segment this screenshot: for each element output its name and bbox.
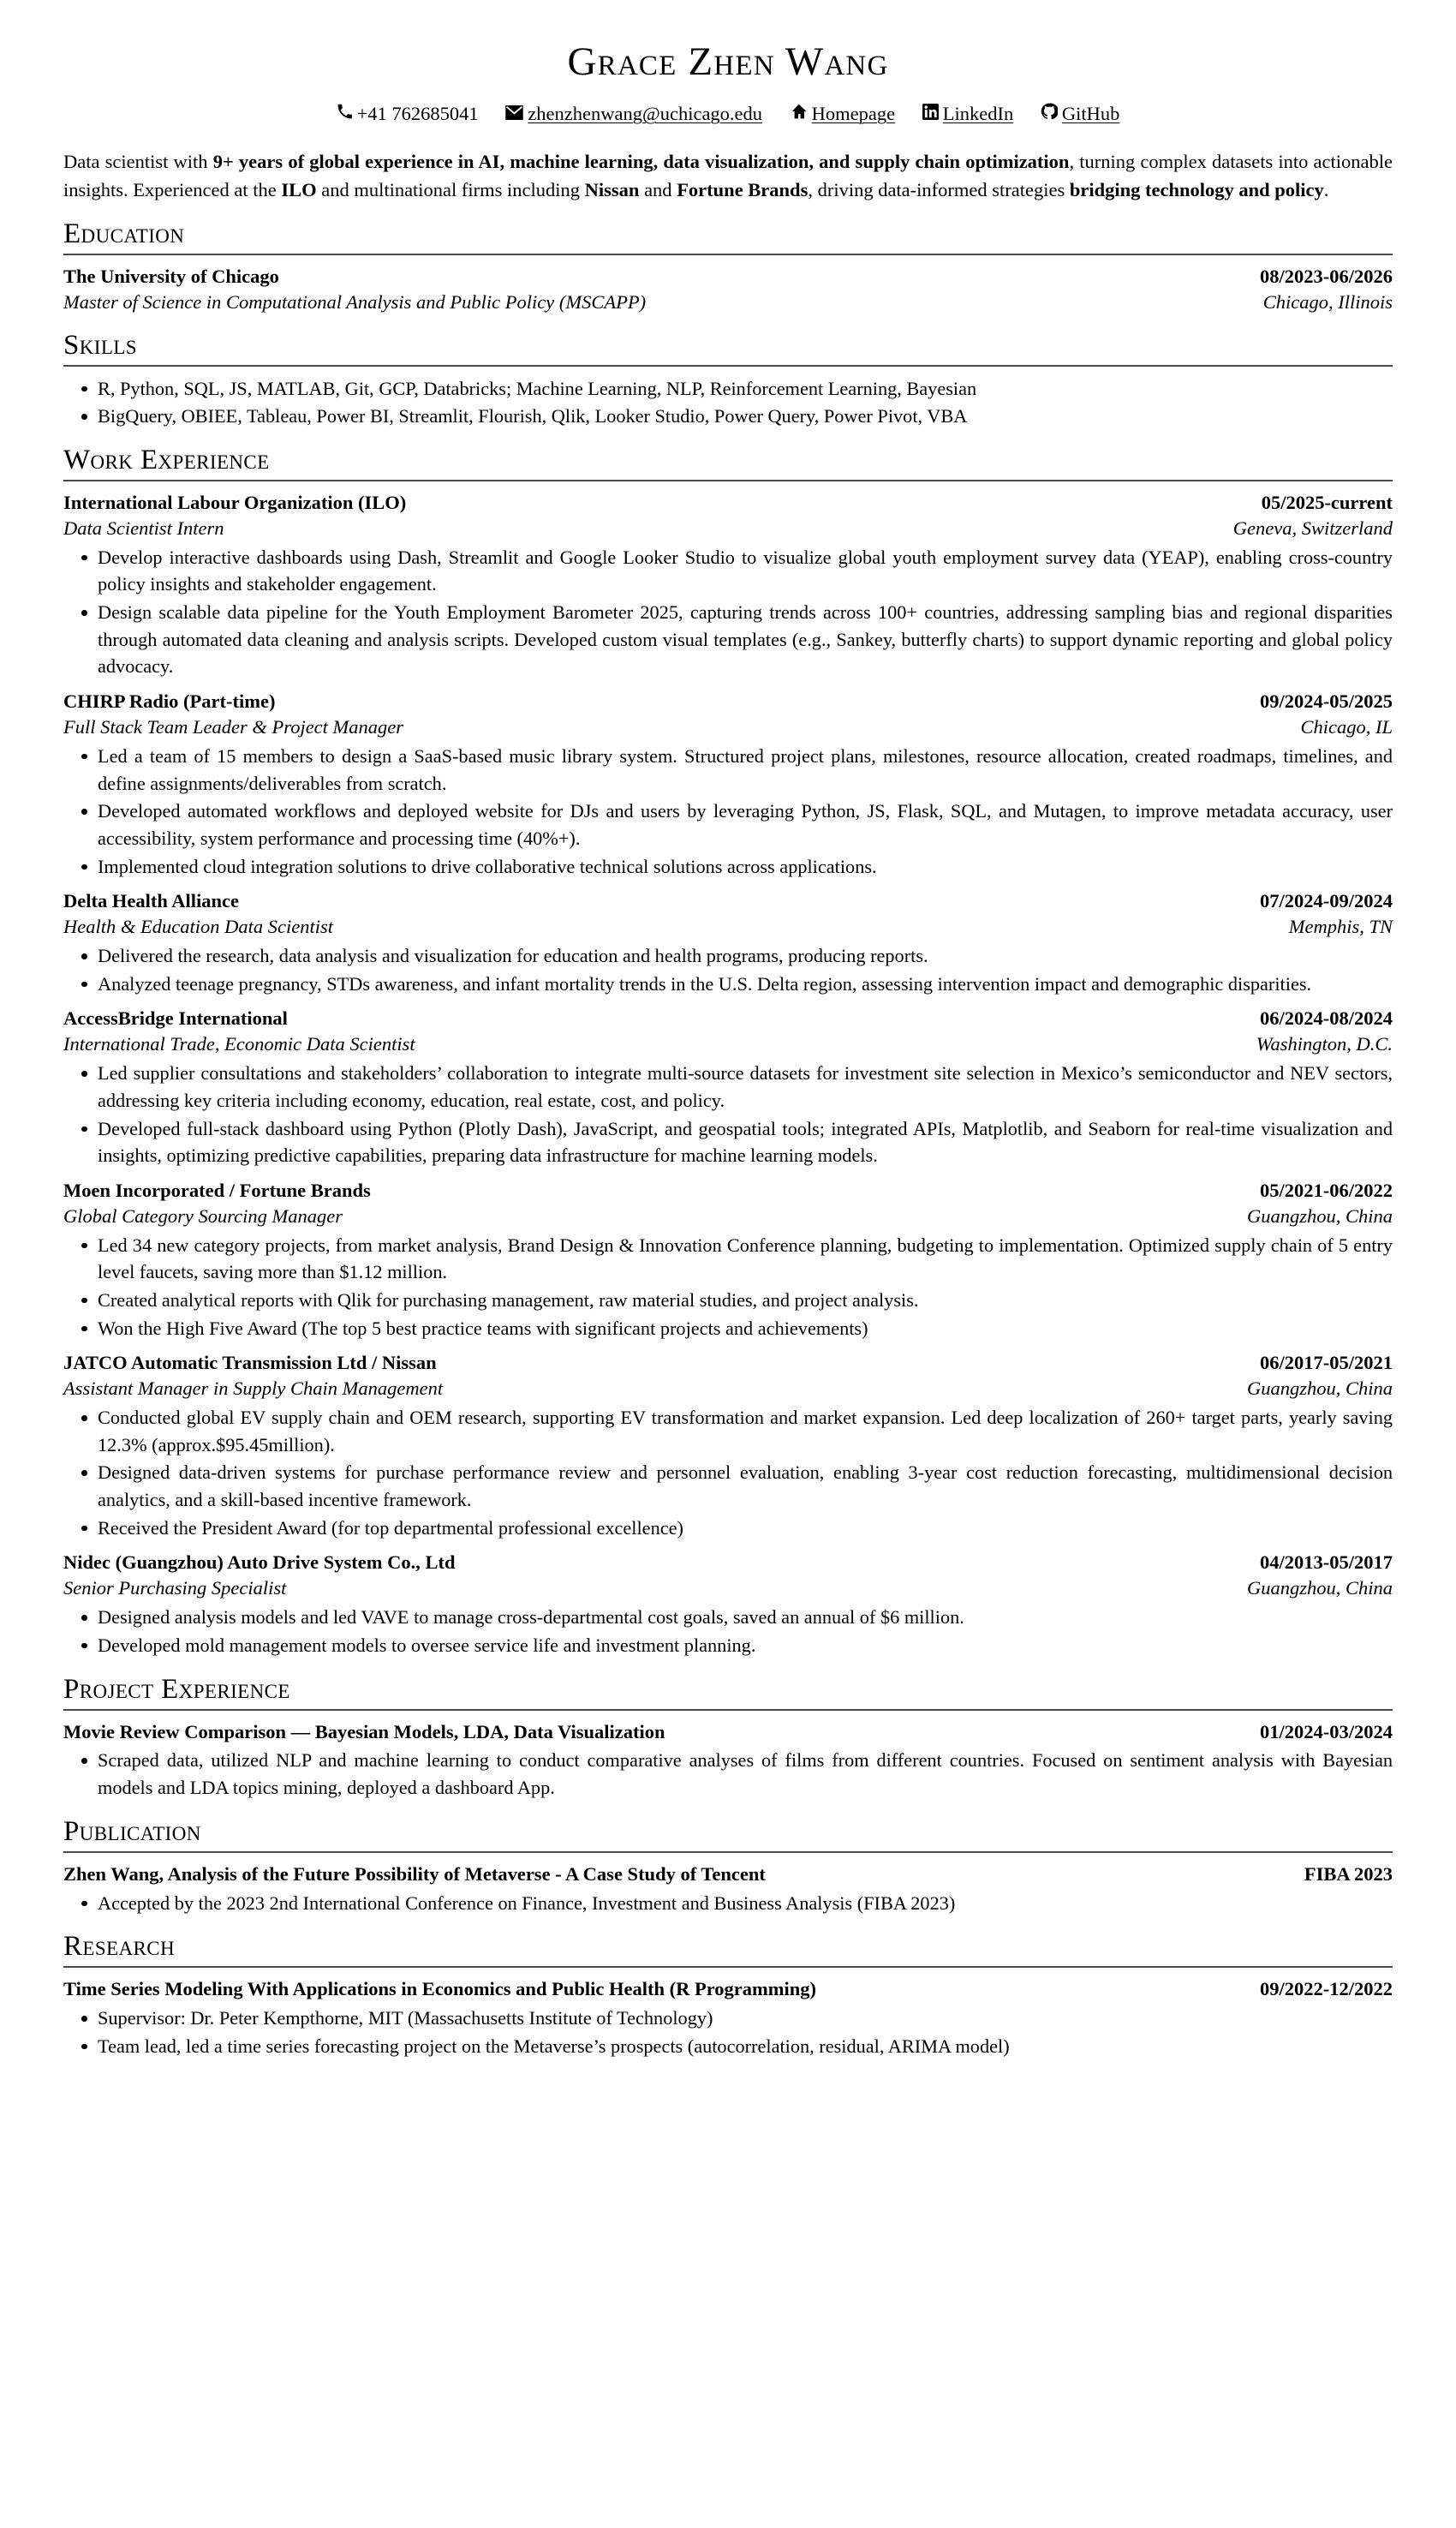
publication-title: Zhen Wang, Analysis of the Future Possibility of Metaverse - A Case Study of Tencent (63, 1862, 766, 1885)
project-title: Movie Review Comparison — Bayesian Models, LDA, Data Visualization (63, 1720, 665, 1742)
work-entry-subheader (63, 1575, 1393, 1601)
list-item: Developed automated workflows and deployed website for DJs and users by leveraging Python, JS, Flask, SQL, and Mutagen, to improve metadata accuracy, user accessibility, system performance and processing time (40%+). (63, 798, 1393, 852)
contact-line (63, 99, 1393, 127)
work-entry-header (63, 689, 1393, 714)
work-entry (63, 1550, 1393, 1658)
list-item: Scraped data, utilized NLP and machine learning to conduct comparative analyses of films from different countries. Focused on sentiment analysis with Bayesian models and LDA topics mining, deployed a dashboard App. (63, 1747, 1393, 1801)
work-bullets (63, 1604, 1393, 1658)
list-item: Developed mold management models to oversee service life and investment planning. (63, 1632, 1393, 1659)
list-item: Developed full-stack dashboard using Python (Plotly Dash), JavaScript, and geospatial tools; integrated APIs, Matplotlib, and Seaborn for real-time visualization and insights, optimizing predictive capabilities, preparing data infrastructure for machine learning models. (63, 1115, 1393, 1169)
list-item: Designed analysis models and led VAVE to manage cross-departmental cost goals, saved an annual of $6 million. (63, 1604, 1393, 1631)
work-location: Guangzhou, China (1246, 1378, 1393, 1400)
work-location: Guangzhou, China (1246, 1204, 1393, 1227)
work-bullets (63, 544, 1393, 680)
summary-paragraph (63, 148, 1393, 204)
section-rule-research (63, 1966, 1393, 1968)
work-entry-header (63, 1550, 1393, 1575)
section-rule-skills (63, 365, 1393, 367)
work-entry (63, 1006, 1393, 1168)
project-dates: 01/2024-03/2024 (1260, 1720, 1393, 1742)
work-entry-subheader (63, 1204, 1393, 1229)
summary-text-2: , turning complex datasets into actionable insights. Experienced at the (63, 151, 1393, 200)
education-degree: Master of Science in Computational Analysis and Public Policy (MSCAPP) (63, 290, 647, 313)
list-item: Team lead, led a time series forecasting project on the Metaverse’s prospects (autocorrelation, residual, ARIMA model) (63, 2033, 1393, 2060)
contact-phone-text: +41 762685041 (356, 102, 479, 124)
work-dates: 06/2017-05/2021 (1260, 1352, 1393, 1374)
work-dates: 09/2024-05/2025 (1260, 690, 1393, 713)
list-item: Design scalable data pipeline for the Youth Employment Barometer 2025, capturing trends across 100+ countries, addressing sampling bias and regional disparities through automated data cleaning and analysis scripts. Developed custom visual templates (e.g., Sankey, butterfly charts) to support dynamic reporting and global policy advocacy. (63, 599, 1393, 680)
summary-bold-3: Nissan (584, 178, 640, 200)
linkedin-icon (922, 104, 939, 120)
contact-linkedin[interactable] (922, 99, 1013, 126)
work-entry-header (63, 1178, 1393, 1204)
contact-linkedin-text[interactable]: LinkedIn (942, 102, 1014, 124)
work-organization: International Labour Organization (ILO) (63, 491, 407, 513)
work-bullets (63, 1232, 1393, 1342)
summary-text-4: and (639, 178, 677, 200)
contact-email[interactable] (505, 99, 762, 126)
section-heading-education: Education (63, 218, 185, 249)
work-bullets (63, 942, 1393, 997)
work-entry-header (63, 1006, 1393, 1031)
education-institution: The University of Chicago (63, 265, 279, 287)
summary-text-1: Data scientist with (63, 151, 213, 173)
summary-bold-1: 9+ years of global experience in AI, machine learning, data visualization, and supply chain optimization (212, 151, 1070, 173)
work-entry (63, 1178, 1393, 1342)
publication-entry-header (63, 1862, 1393, 1887)
research-bullets (63, 2005, 1393, 2059)
work-title: Data Scientist Intern (63, 517, 224, 539)
envelope-icon (505, 105, 523, 120)
list-item: Supervisor: Dr. Peter Kempthorne, MIT (Massachusetts Institute of Technology) (63, 2005, 1393, 2032)
list-item: Led 34 new category projects, from market analysis, Brand Design & Innovation Conference planning, budgeting to implementation. Optimized supply chain of 5 entry level faucets, saving more than $1.12 million. (63, 1232, 1393, 1286)
summary-bold-2: ILO (281, 178, 317, 200)
work-dates: 04/2013-05/2017 (1260, 1551, 1393, 1574)
work-organization: Delta Health Alliance (63, 890, 239, 912)
publication-bullets (63, 1890, 1393, 1917)
education-entry (63, 264, 1393, 315)
work-dates: 07/2024-09/2024 (1260, 890, 1393, 912)
work-organization: Nidec (Guangzhou) Auto Drive System Co., Ltd (63, 1551, 456, 1574)
work-dates: 05/2021-06/2022 (1260, 1179, 1393, 1201)
home-icon (790, 103, 808, 120)
list-item: Received the President Award (for top departmental professional excellence) (63, 1515, 1393, 1542)
work-bullets (63, 743, 1393, 880)
skills-list (63, 375, 1393, 430)
work-organization: AccessBridge International (63, 1007, 288, 1030)
work-organization: JATCO Automatic Transmission Ltd / Nissan (63, 1352, 437, 1374)
contact-github[interactable] (1041, 99, 1120, 126)
work-organization: Moen Incorporated / Fortune Brands (63, 1179, 371, 1201)
education-entry-header (63, 264, 1393, 290)
work-entry-header (63, 888, 1393, 914)
project-bullets (63, 1747, 1393, 1801)
work-entry (63, 689, 1393, 880)
work-location: Geneva, Switzerland (1232, 517, 1393, 539)
research-dates: 09/2022-12/2022 (1260, 1978, 1393, 2000)
work-entry (63, 1350, 1393, 1541)
publication-venue: FIBA 2023 (1304, 1862, 1393, 1885)
contact-github-text[interactable]: GitHub (1061, 102, 1120, 124)
section-rule-publication (63, 1851, 1393, 1853)
work-entry-subheader (63, 516, 1393, 541)
education-dates: 08/2023-06/2026 (1260, 265, 1393, 287)
summary-bold-5: bridging technology and policy (1069, 178, 1324, 200)
work-title: International Trade, Economic Data Scientist (63, 1033, 415, 1055)
list-item: Delivered the research, data analysis and visualization for education and health programs, producing reports. (63, 942, 1393, 970)
section-rule-project (63, 1709, 1393, 1711)
project-entry (63, 1719, 1393, 1802)
work-title: Global Category Sourcing Manager (63, 1204, 343, 1227)
education-entry-subheader (63, 290, 1393, 315)
list-item: R, Python, SQL, JS, MATLAB, Git, GCP, Databricks; Machine Learning, NLP, Reinforcement Learning, Bayesian (63, 375, 1393, 403)
contact-homepage[interactable] (790, 99, 895, 126)
section-heading-research: Research (63, 1931, 176, 1963)
project-entry-header (63, 1719, 1393, 1745)
work-bullets (63, 1404, 1393, 1541)
list-item: Led a team of 15 members to design a SaaS-based music library system. Structured project plans, milestones, resource allocation, created roadmaps, timelines, and define assignments/deliverables from scratch. (63, 743, 1393, 797)
work-title: Senior Purchasing Specialist (63, 1577, 287, 1599)
list-item: Accepted by the 2023 2nd International Conference on Finance, Investment and Business Analysis (FIBA 2023) (63, 1890, 1393, 1917)
work-entry (63, 888, 1393, 997)
work-bullets (63, 1060, 1393, 1169)
work-title: Health & Education Data Scientist (63, 916, 333, 938)
list-item: Designed data-driven systems for purchase performance review and personnel evaluation, enabling 3-year cost reduction forecasting, multidimensional decision analytics, and a skill-based incentive framework. (63, 1459, 1393, 1513)
work-title: Assistant Manager in Supply Chain Management (63, 1378, 444, 1400)
work-entry (63, 490, 1393, 680)
section-heading-publication: Publication (63, 1815, 201, 1847)
work-entry-subheader (63, 1376, 1393, 1401)
work-title: Full Stack Team Leader & Project Manager (63, 716, 404, 738)
work-entry-subheader (63, 714, 1393, 740)
work-entry-header (63, 490, 1393, 516)
contact-email-text[interactable]: zhenzhenwang@uchicago.edu (528, 102, 763, 124)
work-entry-subheader (63, 914, 1393, 940)
summary-text-3: and multinational firms including (316, 178, 585, 200)
list-item: BigQuery, OBIEE, Tableau, Power BI, Streamlit, Flourish, Qlik, Looker Studio, Power Query, Power Pivot, VBA (63, 403, 1393, 430)
list-item: Analyzed teenage pregnancy, STDs awareness, and infant mortality trends in the U.S. Delta region, assessing intervention impact and demographic disparities. (63, 971, 1393, 998)
work-location: Washington, D.C. (1256, 1033, 1393, 1055)
research-title: Time Series Modeling With Applications in Economics and Public Health (R Programming) (63, 1978, 817, 2000)
work-organization: CHIRP Radio (Part-time) (63, 690, 276, 713)
education-location: Chicago, Illinois (1262, 290, 1393, 313)
list-item: Conducted global EV supply chain and OEM research, supporting EV transformation and market expansion. Led deep localization of 260+ target parts, yearly saving 12.3% (approx.$95.45million). (63, 1404, 1393, 1458)
list-item: Won the High Five Award (The top 5 best practice teams with significant projects and achievements) (63, 1315, 1393, 1342)
section-heading-project: Project Experience (63, 1673, 290, 1705)
work-dates: 05/2025-current (1261, 491, 1393, 513)
section-rule-education (63, 254, 1393, 255)
summary-bold-4: Fortune Brands (677, 178, 809, 200)
publication-entry (63, 1862, 1393, 1917)
work-location: Guangzhou, China (1246, 1577, 1393, 1599)
list-item: Implemented cloud integration solutions to drive collaborative technical solutions across applications. (63, 853, 1393, 881)
section-rule-work (63, 480, 1393, 481)
section-heading-skills: Skills (63, 329, 137, 361)
list-item: Develop interactive dashboards using Dash, Streamlit and Google Looker Studio to visualize global youth employment survey data (YEAP), enabling cross-country policy insights and stakeholder engagement. (63, 544, 1393, 598)
list-item: Led supplier consultations and stakeholders’ collaboration to integrate multi-source datasets for investment site selection in Mexico’s semiconductor and NEV sectors, addressing key criteria including economy, education, real estate, cost, and policy. (63, 1060, 1393, 1114)
phone-icon (337, 104, 353, 120)
work-entry-header (63, 1350, 1393, 1376)
summary-text-5: , driving data-informed strategies (808, 178, 1070, 200)
contact-phone (337, 99, 479, 126)
summary-text-6: . (1323, 178, 1329, 200)
research-entry-header (63, 1976, 1393, 2002)
work-location: Chicago, IL (1300, 716, 1393, 738)
research-entry (63, 1976, 1393, 2059)
work-location: Memphis, TN (1288, 916, 1393, 938)
section-heading-work: Work Experience (63, 445, 270, 476)
work-dates: 06/2024-08/2024 (1260, 1007, 1393, 1030)
contact-homepage-text[interactable]: Homepage (811, 102, 896, 124)
work-entry-subheader (63, 1031, 1393, 1057)
github-icon (1041, 103, 1058, 120)
page-title: Grace Zhen Wang (567, 39, 889, 84)
list-item: Created analytical reports with Qlik for purchasing management, raw material studies, and project analysis. (63, 1287, 1393, 1314)
